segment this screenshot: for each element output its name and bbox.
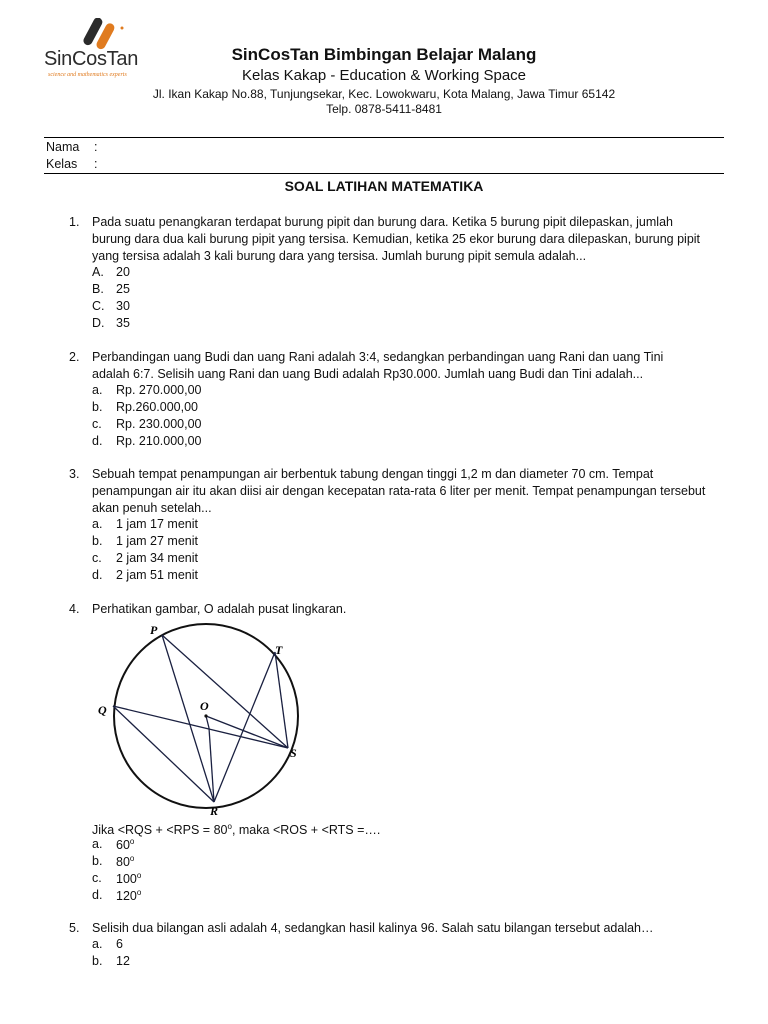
option-key: D. [92,316,105,330]
question-number: 5. [69,921,80,935]
question-line: akan penuh setelah... [92,501,212,515]
question-line: Sebuah tempat penampungan air berbentuk tabung dengan tinggi 1,2 m dan diameter 70 cm. Tempat [92,467,654,481]
option-key: b. [92,954,103,968]
question-number: 3. [69,467,80,481]
option-value: Rp. 270.000,00 [116,383,202,397]
option-value: 25 [116,282,130,296]
option-value: 2 jam 34 menit [116,551,198,565]
question-line: penampungan air itu akan diisi air dengan kecepatan rata-rata 6 liter per menit. Tempat penampungan tersebut [92,484,706,498]
question-text [92,920,732,937]
option-key: d. [92,888,103,902]
option-key: b. [92,534,103,548]
option-value [116,871,141,886]
option-value [116,837,134,852]
institution-subtitle: Kelas Kakap - Education & Working Space [241,67,527,84]
nama-field [46,140,98,154]
nama-label: Nama [46,140,80,154]
prompt-lead: Jika <RQS + <RPS = 80 [92,823,228,838]
circle-figure [92,620,312,816]
option-key: d. [92,568,103,582]
question-text [92,601,732,618]
option-number: 120 [116,889,137,904]
option-value: 12 [116,954,130,968]
question-line: yang tersisa adalah 3 kali burung dara yang tersisa. Jumlah burung pipit semula adalah... [92,249,587,263]
option-value: Rp. 230.000,00 [116,417,202,431]
option-key: a. [92,937,103,951]
logo-tagline: science and mathematics experts [48,72,127,78]
option-key: C. [92,299,105,313]
divider-bottom [44,173,724,174]
degree-sign: o [136,888,142,897]
institution-address: Jl. Ikan Kakap No.88, Tunjungsekar, Kec. Lowokwaru, Kota Malang, Jawa Timur 65142 [152,87,616,101]
prompt-tail: , maka <ROS + <RTS =…. [231,823,381,838]
question-text [92,214,732,265]
degree-sign: o [129,854,135,863]
option-key: A. [92,265,104,279]
divider-top [44,137,724,138]
segment-or [206,716,209,728]
option-value [116,854,134,869]
option-key: c. [92,551,102,565]
label-q: Q [98,703,107,717]
question-line: Selisih dua bilangan asli adalah 4, sedangkan hasil kalinya 96. Salah satu bilangan tersebut adalah… [92,921,654,935]
segment-or-ext [209,728,214,802]
label-o: O [200,699,209,713]
kelas-label: Kelas [46,157,78,171]
question-line: Perhatikan gambar, O adalah pusat lingkaran. [92,602,347,616]
segment-ps [162,635,288,748]
segment-ts [275,652,288,748]
option-key: B. [92,282,104,296]
question-number: 2. [69,350,80,364]
option-key: c. [92,417,102,431]
nama-colon: : [94,140,98,154]
option-number: 60 [116,838,130,853]
institution-phone: Telp. 0878-5411-8481 [326,102,442,116]
option-value: 30 [116,299,130,313]
prompt-text [92,822,380,837]
label-t: T [275,643,283,657]
option-key: a. [92,837,103,851]
option-value: 1 jam 17 menit [116,517,198,531]
option-value: Rp. 210.000,00 [116,434,202,448]
logo-text: SinCosTan [44,48,139,70]
question-line: Perbandingan uang Budi dan uang Rani adalah 3:4, sedangkan perbandingan uang Rani dan uang Tini [92,350,664,364]
option-value: 35 [116,316,130,330]
label-r: R [210,804,219,816]
option-key: c. [92,871,102,885]
label-p: P [150,623,158,637]
kelas-colon: : [94,157,98,171]
degree-sign: o [136,871,142,880]
label-s: S [290,746,297,760]
question-text [92,466,732,517]
degree-sign: o [227,822,232,831]
option-value [116,888,141,903]
sheet-title: SOAL LATIHAN MATEMATIKA [284,178,484,194]
question-line: burung dara dua kali burung pipit yang tersisa. Kemudian, ketika 25 ekor burung dara dilepaskan, burung pipit [92,232,701,246]
option-key: a. [92,517,103,531]
kelas-field [46,157,98,171]
option-key: a. [92,383,103,397]
question-number: 1. [69,215,80,229]
institution-title: SinCosTan Bimbingan Belajar Malang [231,45,537,64]
option-value: 20 [116,265,130,279]
option-value: 1 jam 27 menit [116,534,198,548]
question-text [92,349,732,383]
center-point [204,714,207,717]
option-key: d. [92,434,103,448]
question-number: 4. [69,602,80,616]
option-key: b. [92,400,103,414]
option-value: 6 [116,937,123,951]
option-number: 80 [116,855,130,870]
option-value: 2 jam 51 menit [116,568,198,582]
question-line: Pada suatu penangkaran terdapat burung pipit dan burung dara. Ketika 5 burung pipit dilepaskan, jumlah [92,215,673,229]
question-line: adalah 6:7. Selisih uang Rani dan uang Budi adalah Rp30.000. Jumlah uang Budi dan Tini adalah... [92,367,644,381]
option-key: b. [92,854,103,868]
degree-sign: o [129,837,135,846]
segment-tr [214,652,275,802]
option-number: 100 [116,872,137,887]
option-value: Rp.260.000,00 [116,400,199,414]
